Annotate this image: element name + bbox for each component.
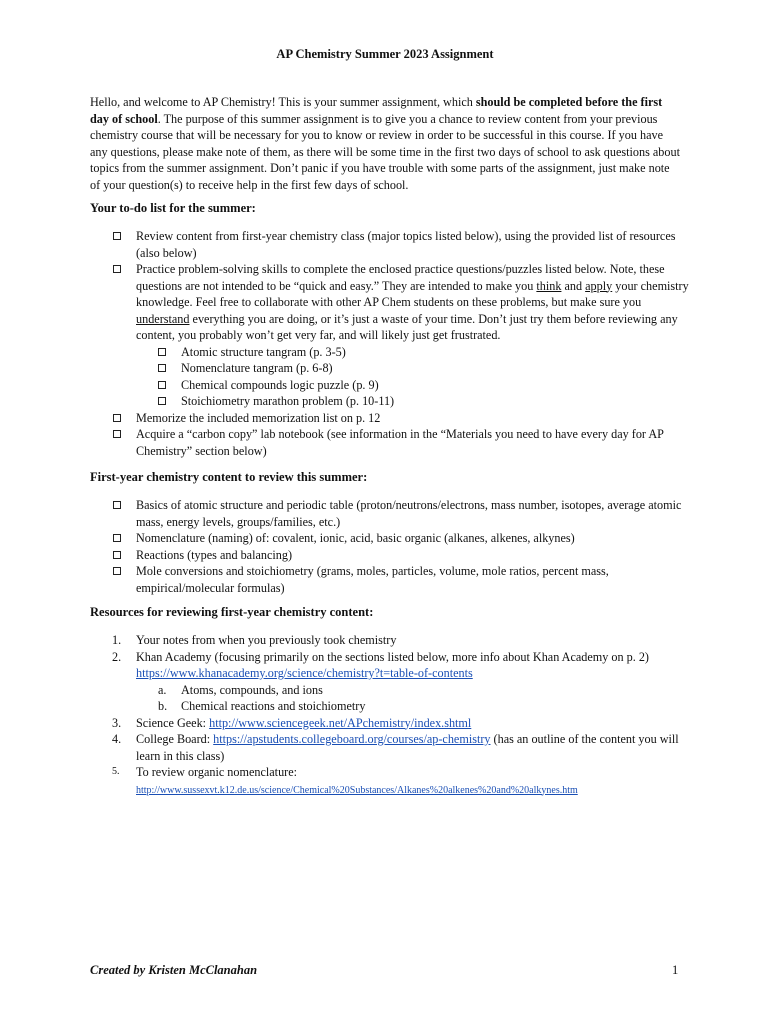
footer-author: Created by Kristen McClanahan [90,963,258,977]
puzzle-item-text: Chemical compounds logic puzzle (p. 9) [181,377,379,392]
underlined-word: understand [136,311,190,326]
checkbox-icon[interactable] [113,232,121,240]
todo-item [90,426,690,459]
resource-text-tail: (has an outline of the content you will learn in this class) [136,732,679,763]
puzzle-item [136,377,690,394]
puzzle-item-text: Nomenclature tangram (p. 6-8) [181,361,333,375]
todo-item [90,228,690,261]
content-list [90,497,690,596]
checkbox-icon[interactable] [113,501,121,509]
list-letter: a. [158,682,167,697]
list-letter: b. [158,699,168,713]
khan-sublist [136,682,690,715]
content-item [90,530,690,547]
puzzle-item-text: Atomic structure tangram (p. 3-5) [181,344,346,359]
resources-heading: Resources for reviewing first-year chemistry content: [90,605,374,619]
todo-item [90,261,690,410]
resource-item [90,731,690,764]
checkbox-icon[interactable] [113,534,121,542]
puzzle-item [136,344,690,361]
checkbox-icon[interactable] [113,567,121,575]
resource-item [90,632,690,649]
page-number: 1 [672,963,679,977]
checkbox-icon[interactable] [113,414,121,422]
content-item-text: Mole conversions and stoichiometry (grams, moles, particles, volume, mole ratios, percent mass, empirical/molecular formulas) [136,564,609,595]
puzzle-sublist [136,344,690,410]
khan-academy-link[interactable]: https://www.khanacademy.org/science/chemistry?t=table-of-contents [136,666,473,680]
resource-text: Khan Academy (focusing primarily on the sections listed below, more info about Khan Academy on p. 2) [136,649,649,664]
resource-item [90,764,690,799]
resource-text: Your notes from when you previously took chemistry [136,633,397,647]
khan-subitem-text: Chemical reactions and stoichiometry [181,699,366,713]
list-number: 1. [112,633,122,647]
todo-item-text-part: Practice problem-solving skills to complete the enclosed practice questions/puzzles listed below. Note, these questions are not intended to be “quick and easy.” They are intended to make you [136,262,665,293]
content-item-text: Reactions (types and balancing) [136,547,293,562]
checkbox-icon[interactable] [158,348,166,356]
list-number: 4. [112,732,122,746]
khan-subitem-text: Atoms, compounds, and ions [181,682,323,697]
todo-item [90,410,690,427]
list-number: 3. [112,715,122,730]
content-item [90,547,690,564]
todo-item-text-part: and [561,278,586,293]
intro-text-1: Hello, and welcome to AP Chemistry! This is your summer assignment, which [90,95,476,109]
todo-item-text [136,262,689,342]
science-geek-link[interactable]: http://www.sciencegeek.net/APchemistry/index.shtml [209,715,472,730]
intro-paragraph [90,94,682,193]
checkbox-icon[interactable] [113,265,121,273]
underlined-word: think [536,278,562,293]
todo-item-text: Memorize the included memorization list on p. 12 [136,410,381,425]
khan-subitem [136,682,690,699]
resource-text: College Board: [136,732,214,746]
resource-text: To review organic nomenclature: [136,765,298,779]
puzzle-item-text: Stoichiometry marathon problem (p. 10-11) [181,394,395,408]
todo-list [90,228,690,459]
content-item-text: Nomenclature (naming) of: covalent, ionic, acid, basic organic (alkanes, alkenes, alkynes) [136,531,575,545]
intro-text-2: . The purpose of this summer assignment is to give you a chance to review content from your previous chemistry course that will be necessary for you to know or review in order to be successful in this course. If you have any questions, please make note of them, as there will be some time in the first two days of school to ask questions about topics from the summer assignment. Don’t panic if you have trouble with some parts of the assignment, just make note of your question(s) to receive help in the first few days of school. [90,111,680,192]
document-title: AP Chemistry Summer 2023 Assignment [276,47,494,61]
checkbox-icon[interactable] [113,551,121,559]
khan-subitem [136,698,690,715]
checkbox-icon[interactable] [158,381,166,389]
content-item [90,563,690,596]
list-number: 2. [112,649,122,664]
content-item-text: Basics of atomic structure and periodic table (proton/neutrons/electrons, mass number, isotopes, average atomic mass, energy levels, groups/families, etc.) [136,498,682,529]
content-item [90,497,690,530]
content-heading: First-year chemistry content to review this summer: [90,470,368,484]
todo-heading: Your to-do list for the summer: [90,201,256,215]
list-number: 5. [112,766,120,777]
resource-item [90,715,690,732]
checkbox-icon[interactable] [113,430,121,438]
checkbox-icon[interactable] [158,397,166,405]
todo-item-text: Acquire a “carbon copy” lab notebook (see information in the “Materials you need to have every day for AP Chemistry” section below) [136,427,664,458]
todo-item-text: Review content from first-year chemistry class (major topics listed below), using the provided list of resources (also below) [136,229,676,260]
resource-item [90,649,690,715]
todo-item-text-part: everything you are doing, or it’s just a waste of your time. Don’t just try them before reviewing any content, you probably won’t get very far, and will likely just get frustrated. [136,311,678,342]
college-board-link[interactable]: https://apstudents.collegeboard.org/courses/ap-chemistry [213,732,491,746]
puzzle-item [136,360,690,377]
intro-bold-deadline: should be completed before the first day of school [90,95,663,126]
todo-item-text-part: your chemistry knowledge. Feel free to collaborate with other AP Chem students on these problems, but make sure you [136,278,689,309]
underlined-word: apply [585,278,613,293]
resources-list [90,632,690,799]
puzzle-item [136,393,690,410]
checkbox-icon[interactable] [158,364,166,372]
resource-text: Science Geek: [136,715,210,730]
organic-nomenclature-link[interactable]: http://www.sussexvt.k12.de.us/science/Chemical%20Substances/Alkanes%20alkenes%20and%20alkynes.htm [136,784,578,796]
